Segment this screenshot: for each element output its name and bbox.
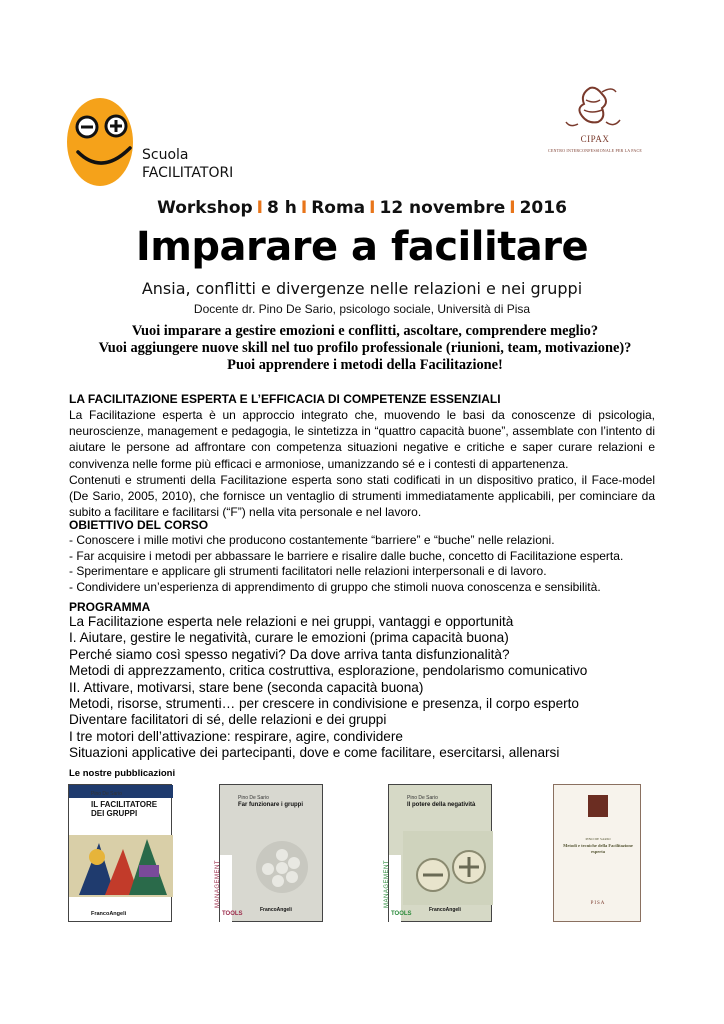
cipax-subtitle: CENTRO INTERCONFESSIONALE PER LA PACE bbox=[548, 148, 642, 153]
list-item: Situazioni applicative dei partecipanti, dove e come facilitare, esercitarsi, allenarsi bbox=[69, 745, 560, 761]
book-title: Metodi e tecniche della Facilitazione esperta bbox=[563, 843, 633, 854]
book-publisher: PISA bbox=[590, 901, 606, 906]
docente-line: Docente dr. Pino De Sario, psicologo sociale, Università di Pisa bbox=[193, 302, 531, 316]
cover-artwork-icon bbox=[234, 831, 324, 905]
workshop-city: Roma bbox=[311, 198, 366, 218]
list-item: - Conoscere i mille motivi che producono costantemente “barriere” e “buche” nelle relazioni. bbox=[69, 533, 555, 547]
list-item: Metodi di apprezzamento, critica costruttiva, esplorazione, pendolarismo comunicativo bbox=[69, 663, 588, 679]
book-cover-metodi-tecniche bbox=[553, 784, 641, 922]
separator: I bbox=[300, 198, 308, 218]
workshop-label: Workshop bbox=[157, 198, 253, 218]
obiettivo-list bbox=[69, 533, 669, 595]
book-author: PINO DE SARIO bbox=[585, 837, 611, 841]
list-item: La Facilitazione esperta nele relazioni e nei gruppi, vantaggi e opportunità bbox=[69, 614, 514, 629]
book-publisher: FrancoAngeli bbox=[91, 911, 127, 917]
book-cover-facilitatore bbox=[68, 784, 172, 922]
workshop-date: 12 novembre bbox=[379, 198, 506, 218]
publications-heading: Le nostre pubblicazioni bbox=[69, 768, 176, 779]
cover-artwork-icon bbox=[403, 831, 493, 905]
book-author: Pino De Sario bbox=[238, 795, 269, 801]
question-line: Puoi apprendere i metodi della Facilitazione! bbox=[227, 357, 503, 373]
workshop-year: 2016 bbox=[519, 198, 567, 218]
paragraph-face-model: Contenuti e strumenti della Facilitazione esperta sono stati codificati in un dispositivo pratico, il Face-model (De Sario, 2005, 2010), che fornisce un ventaglio di strumenti immediatamente applicabili, per cominciare da subito a facilitare e facilitarsi (“F”) nella vita personale e nel lavoro. bbox=[69, 473, 655, 520]
logo-line1: Scuola bbox=[142, 147, 189, 163]
list-item: - Condividere un’esperienza di apprendimento di gruppo che stimoli nuova conoscenza e sensibilità. bbox=[69, 579, 601, 594]
separator: I bbox=[509, 198, 516, 218]
book-tools-label: TOOLS bbox=[391, 911, 412, 917]
book-publisher: FrancoAngeli bbox=[429, 907, 461, 913]
scuola-facilitatori-logo bbox=[66, 96, 246, 196]
book-author: Pino De Sario bbox=[91, 791, 122, 797]
book-author: Pino De Sario bbox=[407, 795, 438, 801]
list-item: I tre motori dell’attivazione: respirare, agire, condividere bbox=[69, 728, 403, 744]
book-tools-label: TOOLS bbox=[222, 911, 243, 917]
separator: I bbox=[256, 198, 263, 218]
paragraph-facilitazione: La Facilitazione esperta è un approccio integrato che, muovendo le basi da conoscenze di psicologia, neuroscienze, management e pedagogia, le sintetizza in “quattro capacità buone”, assemblate con l’intento di aiutare le persone ad affrontare con competenza situazioni negative e critiche e saper curare relazioni e convivenza nelle forme più efficaci e armoniose, umanizzando sé e i contesti di appartenenza. bbox=[69, 408, 655, 471]
question-line: Vuoi aggiungere nuove skill nel tuo profilo professionale (riunioni, team, motivazione)? bbox=[98, 340, 632, 356]
book-cover-far-funzionare bbox=[215, 784, 323, 922]
book-emblem-icon bbox=[588, 795, 608, 817]
book-title: IL FACILITATORE DEI GRUPPI bbox=[91, 800, 158, 818]
question-line: Vuoi imparare a gestire emozioni e conflitti, ascoltare, comprendere meglio? bbox=[131, 323, 599, 339]
list-item: Diventare facilitatori di sé, delle relazioni e dei gruppi bbox=[69, 712, 387, 728]
page-title: Imparare a facilitare bbox=[135, 224, 589, 270]
logo-text bbox=[142, 146, 233, 182]
programma-list bbox=[69, 614, 669, 762]
intro-questions bbox=[60, 323, 670, 374]
book-cover-potere-negativita bbox=[384, 784, 492, 922]
page-subtitle: Ansia, conflitti e divergenze nelle relazioni e nei gruppi bbox=[141, 279, 583, 298]
list-item: Metodi, risorse, strumenti… per crescere in condivisione e presenza, il corpo esperto bbox=[69, 696, 579, 712]
cipax-name: CIPAX bbox=[580, 134, 610, 144]
list-item: Perché siamo così spesso negativi? Da dove arriva tanta disfunzionalità? bbox=[69, 646, 510, 662]
list-item: - Far acquisire i metodi per abbassare le barriere e risalire dalle buche, concetto di Facilitazione esperta. bbox=[69, 548, 624, 563]
workshop-info bbox=[0, 198, 724, 218]
list-item: I. Aiutare, gestire le negatività, curare le emozioni (prima capacità buona) bbox=[69, 630, 509, 646]
book-title: Far funzionare i gruppi bbox=[238, 802, 304, 808]
section-heading-obiettivo: OBIETTIVO DEL CORSO bbox=[69, 518, 209, 532]
book-series: MANAGEMENT bbox=[215, 859, 222, 909]
list-item: - Sperimentare e applicare gli strumenti facilitatori nelle relazioni interpersonali e di lavoro. bbox=[69, 564, 547, 579]
book-series: MANAGEMENT bbox=[384, 859, 391, 909]
separator: I bbox=[369, 198, 376, 218]
section-heading-facilitazione: LA FACILITAZIONE ESPERTA E L’EFFICACIA DI COMPETENZE ESSENZIALI bbox=[69, 392, 501, 406]
cipax-logo bbox=[540, 82, 650, 162]
book-title: Il potere della negatività bbox=[407, 802, 476, 808]
book-publisher: FrancoAngeli bbox=[260, 907, 292, 913]
smiley-logo-icon bbox=[66, 96, 138, 188]
section-heading-programma: PROGRAMMA bbox=[69, 600, 151, 614]
workshop-duration: 8 h bbox=[267, 198, 297, 218]
cover-artwork-icon bbox=[69, 835, 173, 897]
list-item: II. Attivare, motivarsi, stare bene (seconda capacità buona) bbox=[69, 679, 424, 695]
logo-line2: FACILITATORI bbox=[142, 165, 234, 181]
cipax-emblem-icon bbox=[540, 82, 650, 134]
